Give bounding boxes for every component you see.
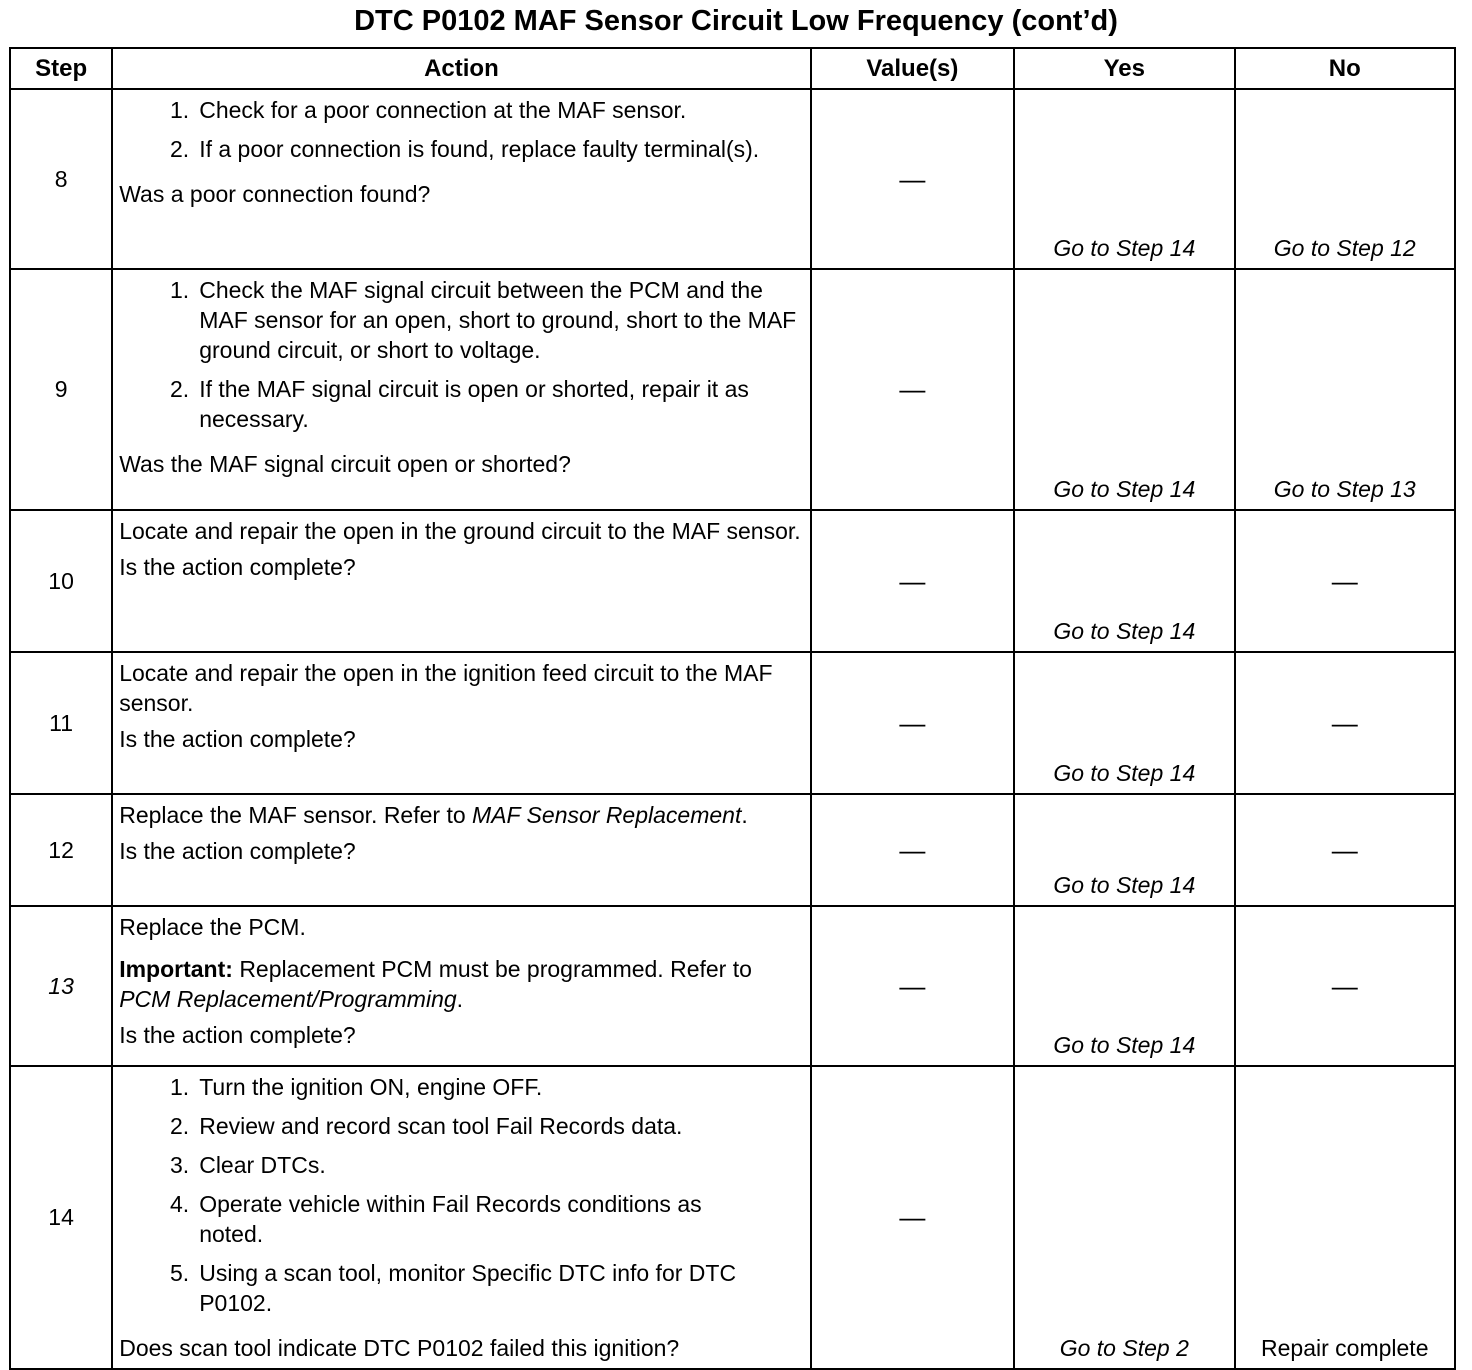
header-step: Step (10, 48, 112, 89)
no-cell: — (1235, 652, 1455, 794)
yes-cell: Go to Step 14 (1014, 89, 1234, 269)
step-number: 12 (10, 794, 112, 906)
list-item: 2. If the MAF signal circuit is open or shorted, repair it as necessary. (170, 376, 749, 432)
list-item: 1. Check the MAF signal circuit between the PCM and the MAF sensor for an open, short to ground, short to the MAF ground circuit, or short to voltage. (170, 277, 797, 363)
action-cell (112, 1066, 810, 1369)
table-row (10, 794, 1455, 906)
yes-cell: Go to Step 14 (1014, 794, 1234, 906)
yes-cell: Go to Step 14 (1014, 906, 1234, 1066)
table-row (10, 269, 1455, 510)
action-text: Replace the PCM. (119, 914, 306, 940)
action-cell (112, 89, 810, 269)
action-question: Is the action complete? (119, 726, 356, 752)
step-number: 9 (10, 269, 112, 510)
table-row (10, 906, 1455, 1066)
action-text: Replace the MAF sensor. Refer to MAF Sensor Replacement. (119, 802, 748, 828)
action-cell (112, 794, 810, 906)
page-title: DTC P0102 MAF Sensor Circuit Low Frequency (cont’d) (354, 5, 1118, 37)
step-number: 13 (10, 906, 112, 1066)
no-cell: — (1235, 906, 1455, 1066)
action-question: Does scan tool indicate DTC P0102 failed this ignition? (119, 1335, 680, 1361)
yes-cell: Go to Step 14 (1014, 269, 1234, 510)
no-cell: Go to Step 13 (1235, 269, 1455, 510)
header-action: Action (112, 48, 810, 89)
value-cell: — (811, 269, 1014, 510)
list-item: 5. Using a scan tool, monitor Specific DTC info for DTC P0102. (170, 1260, 737, 1316)
diagnostic-table (9, 47, 1456, 1370)
no-cell: — (1235, 794, 1455, 906)
action-text: Locate and repair the open in the ignition feed circuit to the MAF sensor. (119, 660, 773, 716)
yes-cell: Go to Step 14 (1014, 510, 1234, 652)
step-number: 8 (10, 89, 112, 269)
list-item: 1. Check for a poor connection at the MAF sensor. (170, 97, 687, 123)
step-number: 11 (10, 652, 112, 794)
value-cell: — (811, 794, 1014, 906)
action-cell (112, 510, 810, 652)
table-row (10, 510, 1455, 652)
action-question: Is the action complete? (119, 554, 356, 580)
action-cell (112, 906, 810, 1066)
yes-cell: Go to Step 2 (1014, 1066, 1234, 1369)
header-values: Value(s) (811, 48, 1014, 89)
value-cell: — (811, 89, 1014, 269)
reference-link-text: PCM Replacement/Programming (119, 986, 457, 1012)
action-text: Locate and repair the open in the ground circuit to the MAF sensor. (119, 518, 801, 544)
action-question: Was the MAF signal circuit open or shorted? (119, 451, 571, 477)
action-question: Is the action complete? (119, 1022, 356, 1048)
no-cell: — (1235, 510, 1455, 652)
list-item: 1. Turn the ignition ON, engine OFF. (170, 1074, 543, 1100)
value-cell: — (811, 652, 1014, 794)
action-cell (112, 269, 810, 510)
list-item: 4. Operate vehicle within Fail Records conditions as noted. (170, 1191, 702, 1247)
reference-link-text: MAF Sensor Replacement (472, 802, 742, 828)
table-row (10, 89, 1455, 269)
header-yes: Yes (1014, 48, 1234, 89)
value-cell: — (811, 906, 1014, 1066)
action-question: Was a poor connection found? (119, 181, 431, 207)
table-row (10, 652, 1455, 794)
no-cell: Go to Step 12 (1235, 89, 1455, 269)
list-item: 2. If a poor connection is found, replace faulty terminal(s). (170, 136, 760, 162)
list-item: 2. Review and record scan tool Fail Records data. (170, 1113, 683, 1139)
yes-cell: Go to Step 14 (1014, 652, 1234, 794)
table-row (10, 1066, 1455, 1369)
value-cell: — (811, 510, 1014, 652)
value-cell: — (811, 1066, 1014, 1369)
important-note: Important: Replacement PCM must be programmed. Refer to PCM Replacement/Programming. (119, 956, 752, 1012)
step-number: 14 (10, 1066, 112, 1369)
step-number: 10 (10, 510, 112, 652)
action-question: Is the action complete? (119, 838, 356, 864)
action-cell (112, 652, 810, 794)
table-header-row (10, 48, 1455, 89)
list-item: 3. Clear DTCs. (170, 1152, 326, 1178)
no-cell: Repair complete (1235, 1066, 1455, 1369)
header-no: No (1235, 48, 1455, 89)
